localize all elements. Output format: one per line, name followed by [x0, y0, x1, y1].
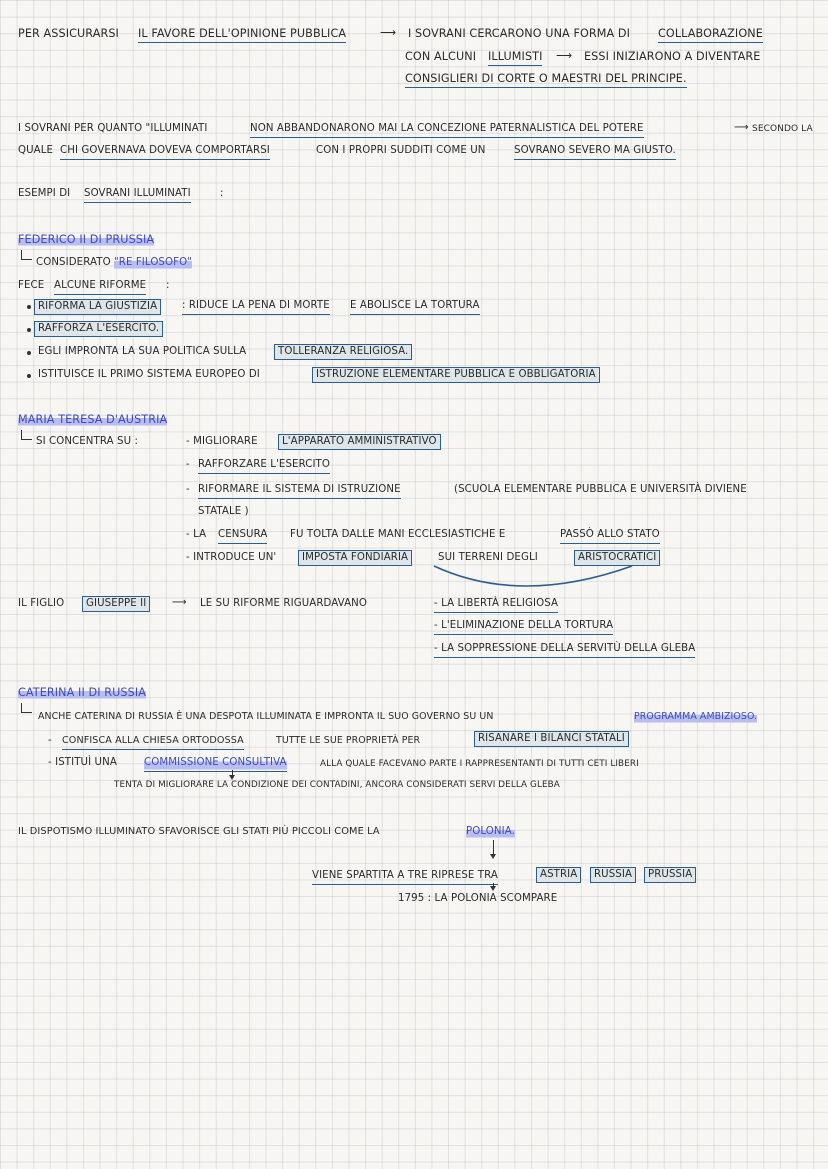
caterina-l2b: CONFISCA ALLA CHIESA ORTODOSSA	[62, 734, 244, 750]
intro-line1c: I SOVRANI CERCARONO UNA FORMA DI	[408, 27, 631, 40]
para2-a: I SOVRANI PER QUANTO "ILLUMINATI	[18, 123, 208, 134]
federico-b3a: EGLI IMPRONTA LA SUA POLITICA SULLA	[38, 346, 247, 357]
esempi-b: SOVRANI ILLUMINATI	[84, 187, 191, 203]
federico-title: FEDERICO II DI PRUSSIA	[18, 233, 155, 246]
polonia-c: VIENE SPARTITA A TRE RIPRESE TRA	[312, 869, 498, 885]
federico-fece-b: ALCUNE RIFORME	[54, 279, 146, 295]
intro-line2a: CON ALCUNI	[405, 50, 477, 63]
federico-b3b: TOLLERANZA RELIGIOSA.	[274, 344, 412, 360]
maria-i5a: - INTRODUCE UN'	[186, 552, 277, 563]
maria-i3d: STATALE )	[198, 506, 249, 517]
maria-i5b: IMPOSTA FONDIARIA	[298, 550, 412, 566]
intro-line3: CONSIGLIERI DI CORTE O MAESTRI DEL PRINCIPE.	[405, 72, 687, 88]
caterina-l2c: TUTTE LE SUE PROPRIETÀ PER	[276, 735, 421, 746]
down-arrow-icon	[493, 840, 494, 856]
para2-g: SOVRANO SEVERO MA GIUSTO.	[514, 144, 676, 160]
maria-i2b: RAFFORZARE L'ESERCITO	[198, 458, 330, 474]
federico-fece-a: FECE	[18, 280, 45, 291]
corner-arrow-icon	[21, 703, 32, 713]
polonia-d1: ASTRIA	[536, 867, 581, 883]
maria-i3c: (SCUOLA ELEMENTARE PUBBLICA E UNIVERSITÀ DIVIENE	[454, 484, 747, 495]
caterina-l2a: -	[48, 735, 52, 746]
caterina-l1a: ANCHE CATERINA DI RUSSIA È UNA DESPOTA ILLUMINATA E IMPRONTA IL SUO GOVERNO SU UN	[38, 711, 494, 722]
para2-e: CHI GOVERNAVA DOVEVA COMPORTARSI	[60, 144, 270, 160]
maria-si: SI CONCENTRA SU :	[36, 436, 139, 447]
caterina-title: CATERINA II DI RUSSIA	[18, 686, 146, 699]
intro-line1b: IL FAVORE DELL'OPINIONE PUBBLICA	[138, 27, 346, 43]
giuseppe-r3: - LA SOPPRESSIONE DELLA SERVITÙ DELLA GLEBA	[434, 642, 695, 658]
caterina-l3b: COMMISSIONE CONSULTIVA	[144, 756, 287, 772]
maria-i4b: CENSURA	[218, 528, 267, 544]
polonia-b: POLONIA.	[466, 826, 515, 837]
para2-c: SECONDO LA	[752, 124, 813, 134]
polonia-a: IL DISPOTISMO ILLUMINATO SFAVORISCE GLI STATI PIÙ PICCOLI COME LA	[18, 826, 380, 837]
polonia-d3: PRUSSIA	[644, 867, 696, 883]
federico-b1c: E ABOLISCE LA TORTURA	[350, 299, 480, 315]
polonia-e: 1795 : LA POLONIA SCOMPARE	[398, 893, 558, 904]
caterina-l1b: PROGRAMMA AMBIZIOSO.	[634, 711, 758, 722]
maria-i4c: FU TOLTA DALLE MANI ECCLESIASTICHE E	[290, 529, 506, 540]
esempi-c: :	[220, 188, 224, 199]
federico-b1a: RIFORMA LA GIUSTIZIA	[34, 299, 161, 315]
down-arrow-icon	[232, 770, 233, 777]
para2-b: NON ABBANDONARONO MAI LA CONCEZIONE PATERNALISTICA DEL POTERE	[250, 122, 644, 138]
intro-line1a: PER ASSICURARSI	[18, 27, 119, 40]
maria-i3a: -	[186, 484, 190, 495]
federico-cons-b: "RE FILOSOFO"	[114, 257, 192, 268]
maria-i1b: L'APPARATO AMMINISTRATIVO	[278, 434, 441, 450]
giuseppe-a: IL FIGLIO	[18, 598, 65, 609]
giuseppe-r1: - LA LIBERTÀ RELIGIOSA	[434, 597, 558, 613]
giuseppe-r2: - L'ELIMINAZIONE DELLA TORTURA	[434, 619, 613, 635]
caterina-l3a: - ISTITUÌ UNA	[48, 757, 117, 768]
federico-b4a: ISTITUISCE IL PRIMO SISTEMA EUROPEO DI	[38, 369, 260, 380]
down-arrow-icon	[493, 883, 494, 888]
arrow-icon: ⟶	[734, 122, 749, 133]
caterina-l3c: ALLA QUALE FACEVANO PARTE I RAPPRESENTANTI DI TUTTI CETI LIBERI	[320, 759, 639, 769]
federico-b4b: ISTRUZIONE ELEMENTARE PUBBLICA E OBBLIGATORIA	[312, 367, 600, 383]
maria-i5d: ARISTOCRATICI	[574, 550, 660, 566]
maria-i3b: RIFORMARE IL SISTEMA DI ISTRUZIONE	[198, 483, 401, 499]
maria-i5c: SUI TERRENI DEGLI	[438, 552, 538, 563]
intro-line2b: ILLUMISTI	[488, 50, 542, 66]
arrow-icon: ⟶	[172, 597, 187, 608]
esempi-a: ESEMPI DI	[18, 188, 71, 199]
maria-i2a: -	[186, 459, 190, 470]
maria-i4d: PASSÒ ALLO STATO	[560, 528, 660, 544]
maria-i1a: - MIGLIORARE	[186, 436, 258, 447]
maria-i4a: - LA	[186, 529, 207, 540]
para2-d: QUALE	[18, 145, 54, 156]
maria-title: MARIA TERESA D'AUSTRIA	[18, 413, 168, 426]
caterina-l4: TENTA DI MIGLIORARE LA CONDIZIONE DEI CONTADINI, ANCORA CONSIDERATI SERVI DELLA GLEBA	[114, 780, 560, 790]
federico-b1b: : RIDUCE LA PENA DI MORTE	[182, 299, 330, 315]
arrow-icon: ⟶	[556, 49, 573, 62]
para2-f: CON I PROPRI SUDDITI COME UN	[316, 145, 486, 156]
federico-fece-c: :	[166, 280, 170, 291]
polonia-d2: RUSSIA	[590, 867, 636, 883]
federico-cons-a: CONSIDERATO	[36, 257, 111, 268]
giuseppe-c: LE SU RIFORME RIGUARDAVANO	[200, 598, 368, 609]
caterina-l2d: RISANARE I BILANCI STATALI	[474, 731, 629, 747]
federico-b2: RAFFORZA L'ESERCITO.	[34, 321, 163, 337]
intro-line2c: ESSI INIZIARONO A DIVENTARE	[584, 50, 761, 63]
intro-line1d: COLLABORAZIONE	[658, 27, 763, 43]
giuseppe-b: GIUSEPPE II	[82, 596, 150, 612]
arrow-icon: ⟶	[380, 26, 397, 39]
